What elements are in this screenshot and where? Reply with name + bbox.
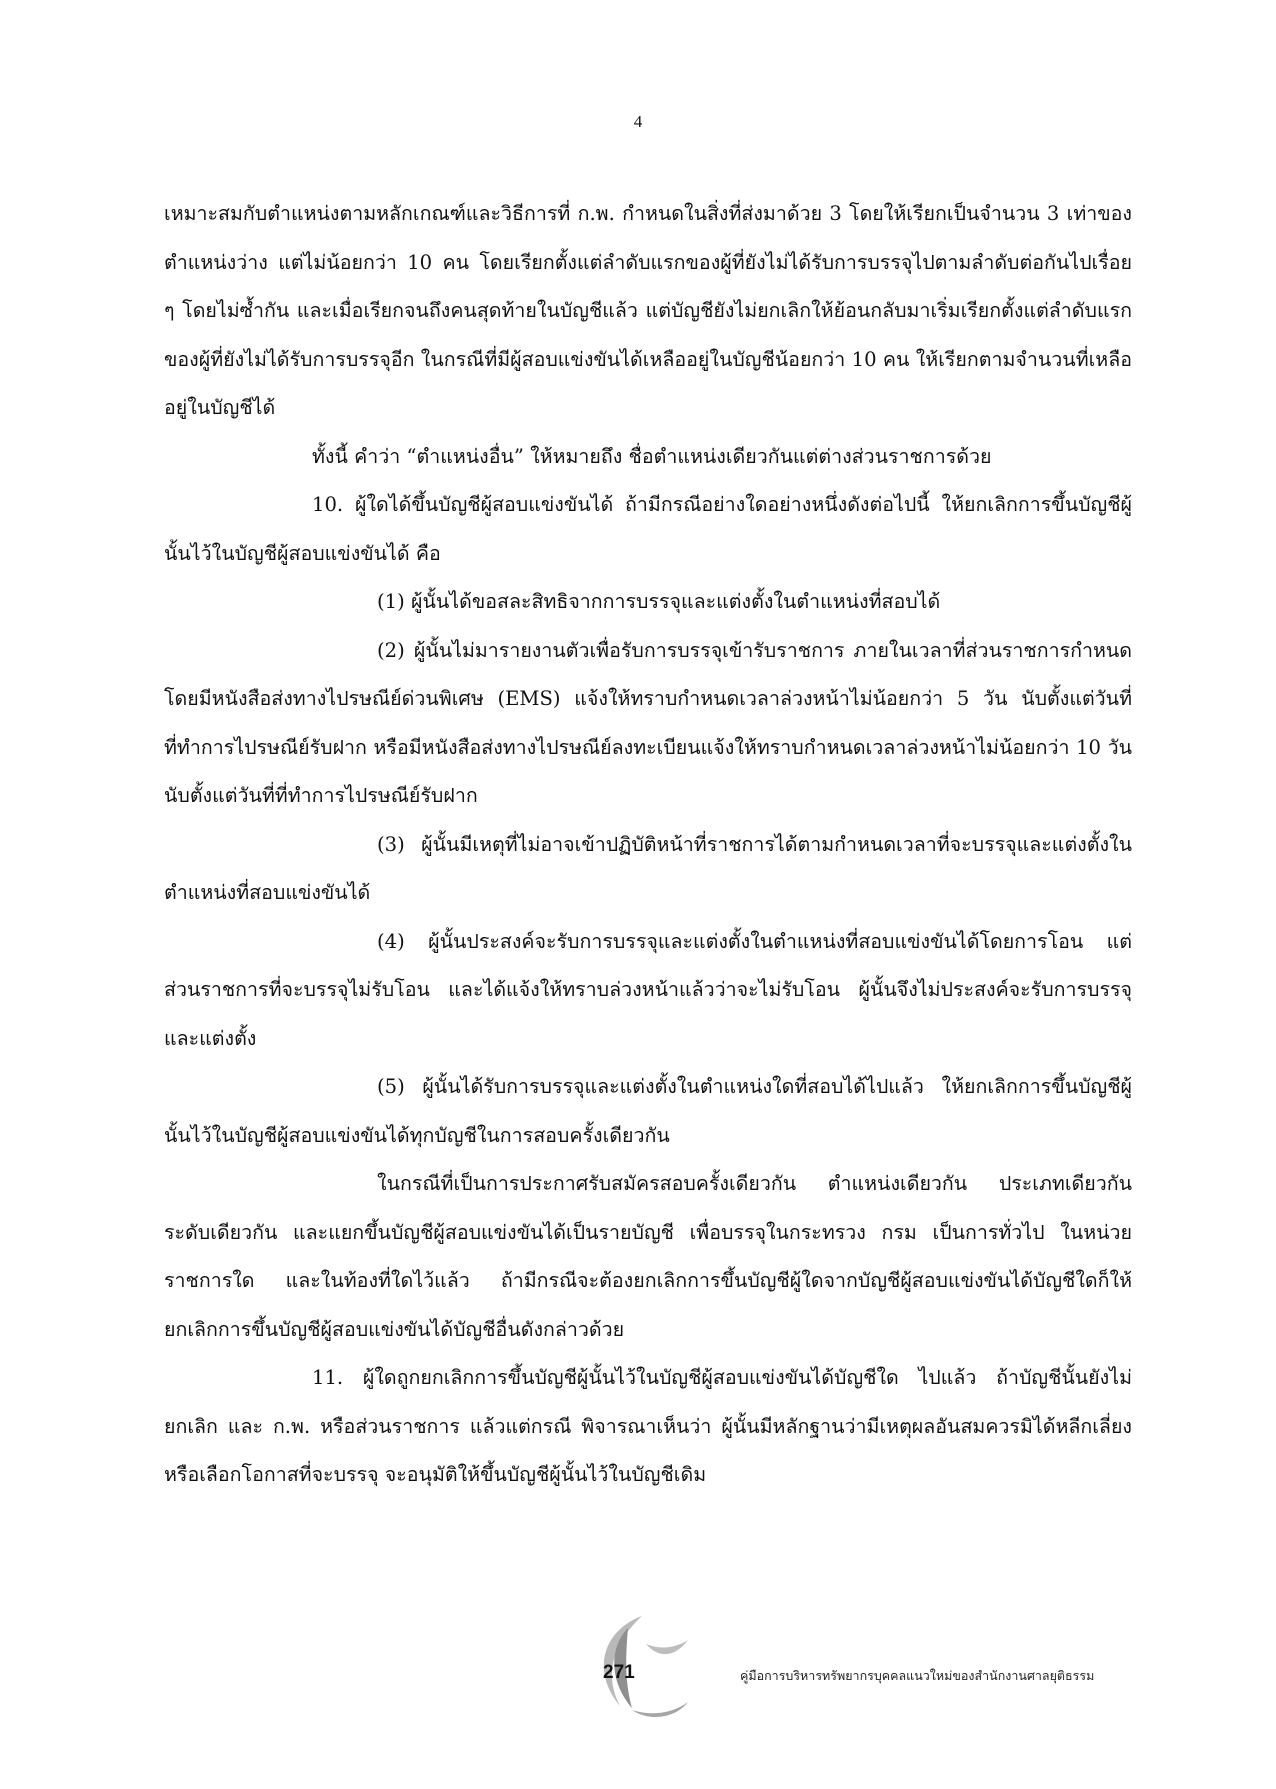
paragraph-1: เหมาะสมกับตำแหน่งตามหลักเกณฑ์และวิธีการที่ ก.พ. กำหนดในสิ่งที่ส่งมาด้วย 3 โดยให้เรียกเป็นจำนวน 3 เท่าของตำแหน่งว่าง แต่ไม่น้อยกว่า 10 คน โดยเรียกตั้งแต่ลำดับแรกของผู้ที่ยังไม่ได้รับการบรรจุไปตามลำดับต่อกันไปเรื่อย ๆ โดยไม่ซ้ำกัน และเมื่อเรียกจนถึงคนสุดท้ายในบัญชีแล้ว แต่บัญชียังไม่ยกเลิกให้ย้อนกลับมาเริ่มเรียกตั้งแต่ลำดับแรกของผู้ที่ยังไม่ได้รับการบรรจุอีก ในกรณีที่มีผู้สอบแข่งขันได้เหลืออยู่ในบัญชีน้อยกว่า 10 คน ให้เรียกตามจำนวนที่เหลืออยู่ในบัญชีได้ bbox=[164, 202, 1132, 419]
document-body bbox=[164, 190, 1132, 1500]
paragraph-3: 10. ผู้ใดได้ขึ้นบัญชีผู้สอบแข่งขันได้ ถ้ามีกรณีอย่างใดอย่างหนึ่งดังต่อไปนี้ ให้ยกเลิกการขึ้นบัญชีผู้นั้นไว้ในบัญชีผู้สอบแข่งขันได้ คือ bbox=[164, 493, 1132, 565]
page-footer bbox=[0, 1610, 1276, 1730]
page-header-number: 4 bbox=[633, 112, 643, 131]
paragraph-6: (3) ผู้นั้นมีเหตุที่ไม่อาจเข้าปฏิบัติหน้าที่ราชการได้ตามกำหนดเวลาที่จะบรรจุและแต่งตั้งในตำแหน่งที่สอบแข่งขันได้ bbox=[164, 832, 1132, 904]
paragraph-2: ทั้งนี้ คำว่า “ตำแหน่งอื่น” ให้หมายถึง ชื่อตำแหน่งเดียวกันแต่ต่างส่วนราชการด้วย bbox=[312, 444, 992, 468]
footer-page-number: 271 bbox=[603, 1662, 635, 1683]
paragraph-10: 11. ผู้ใดถูกยกเลิกการขึ้นบัญชีผู้นั้นไว้ในบัญชีผู้สอบแข่งขันได้บัญชีใด ไปแล้ว ถ้าบัญชีนั้นยังไม่ยกเลิก และ ก.พ. หรือส่วนราชการ แล้วแต่กรณี พิจารณาเห็นว่า ผู้นั้นมีหลักฐานว่ามีเหตุผลอันสมควรมิได้หลีกเลี่ยงหรือเลือกโอกาสที่จะบรรจุ จะอนุมัติให้ขึ้นบัญชีผู้นั้นไว้ในบัญชีเดิม bbox=[164, 1366, 1132, 1486]
swoosh-logo-icon bbox=[580, 1610, 690, 1720]
paragraph-4: (1) ผู้นั้นได้ขอสละสิทธิจากการบรรจุและแต่งตั้งในตำแหน่งที่สอบได้ bbox=[377, 590, 941, 613]
paragraph-8: (5) ผู้นั้นได้รับการบรรจุและแต่งตั้งในตำแหน่งใดที่สอบได้ไปแล้ว ให้ยกเลิกการขึ้นบัญชีผู้นั้นไว้ในบัญชีผู้สอบแข่งขันได้ทุกบัญชีในการสอบครั้งเดียวกัน bbox=[164, 1075, 1132, 1147]
footer-title: คู่มือการบริหารทรัพยากรบุคคลแนวใหม่ของสำนักงานศาลยุติธรรม bbox=[740, 1668, 1095, 1683]
paragraph-5: (2) ผู้นั้นไม่มารายงานตัวเพื่อรับการบรรจุเข้ารับราชการ ภายในเวลาที่ส่วนราชการกำหนด โดยมีหนังสือส่งทางไปรษณีย์ด่วนพิเศษ (EMS) แจ้งให้ทราบกำหนดเวลาล่วงหน้าไม่น้อยกว่า 5 วัน นับตั้งแต่วันที่ที่ทำการไปรษณีย์รับฝาก หรือมีหนังสือส่งทางไปรษณีย์ลงทะเบียนแจ้งให้ทราบกำหนดเวลาล่วงหน้าไม่น้อยกว่า 10 วัน นับตั้งแต่วันที่ที่ทำการไปรษณีย์รับฝาก bbox=[164, 638, 1132, 807]
paragraph-9: ในกรณีที่เป็นการประกาศรับสมัครสอบครั้งเดียวกัน ตำแหน่งเดียวกัน ประเภทเดียวกัน ระดับเดียวกัน และแยกขึ้นบัญชีผู้สอบแข่งขันได้เป็นรายบัญชี เพื่อบรรจุในกระทรวง กรม เป็นการทั่วไป ในหน่วยราชการใด และในท้องที่ใดไว้แล้ว ถ้ามีกรณีจะต้องยกเลิกการขึ้นบัญชีผู้ใดจากบัญชีผู้สอบแข่งขันได้บัญชีใดก็ให้ยกเลิกการขึ้นบัญชีผู้สอบแข่งขันได้บัญชีอื่นดังกล่าวด้วย bbox=[164, 1172, 1132, 1341]
paragraph-7: (4) ผู้นั้นประสงค์จะรับการบรรจุและแต่งตั้งในตำแหน่งที่สอบแข่งขันได้โดยการโอน แต่ส่วนราชการที่จะบรรจุไม่รับโอน และได้แจ้งให้ทราบล่วงหน้าแล้วว่าจะไม่รับโอน ผู้นั้นจึงไม่ประสงค์จะรับการบรรจุและแต่งตั้ง bbox=[164, 929, 1132, 1050]
